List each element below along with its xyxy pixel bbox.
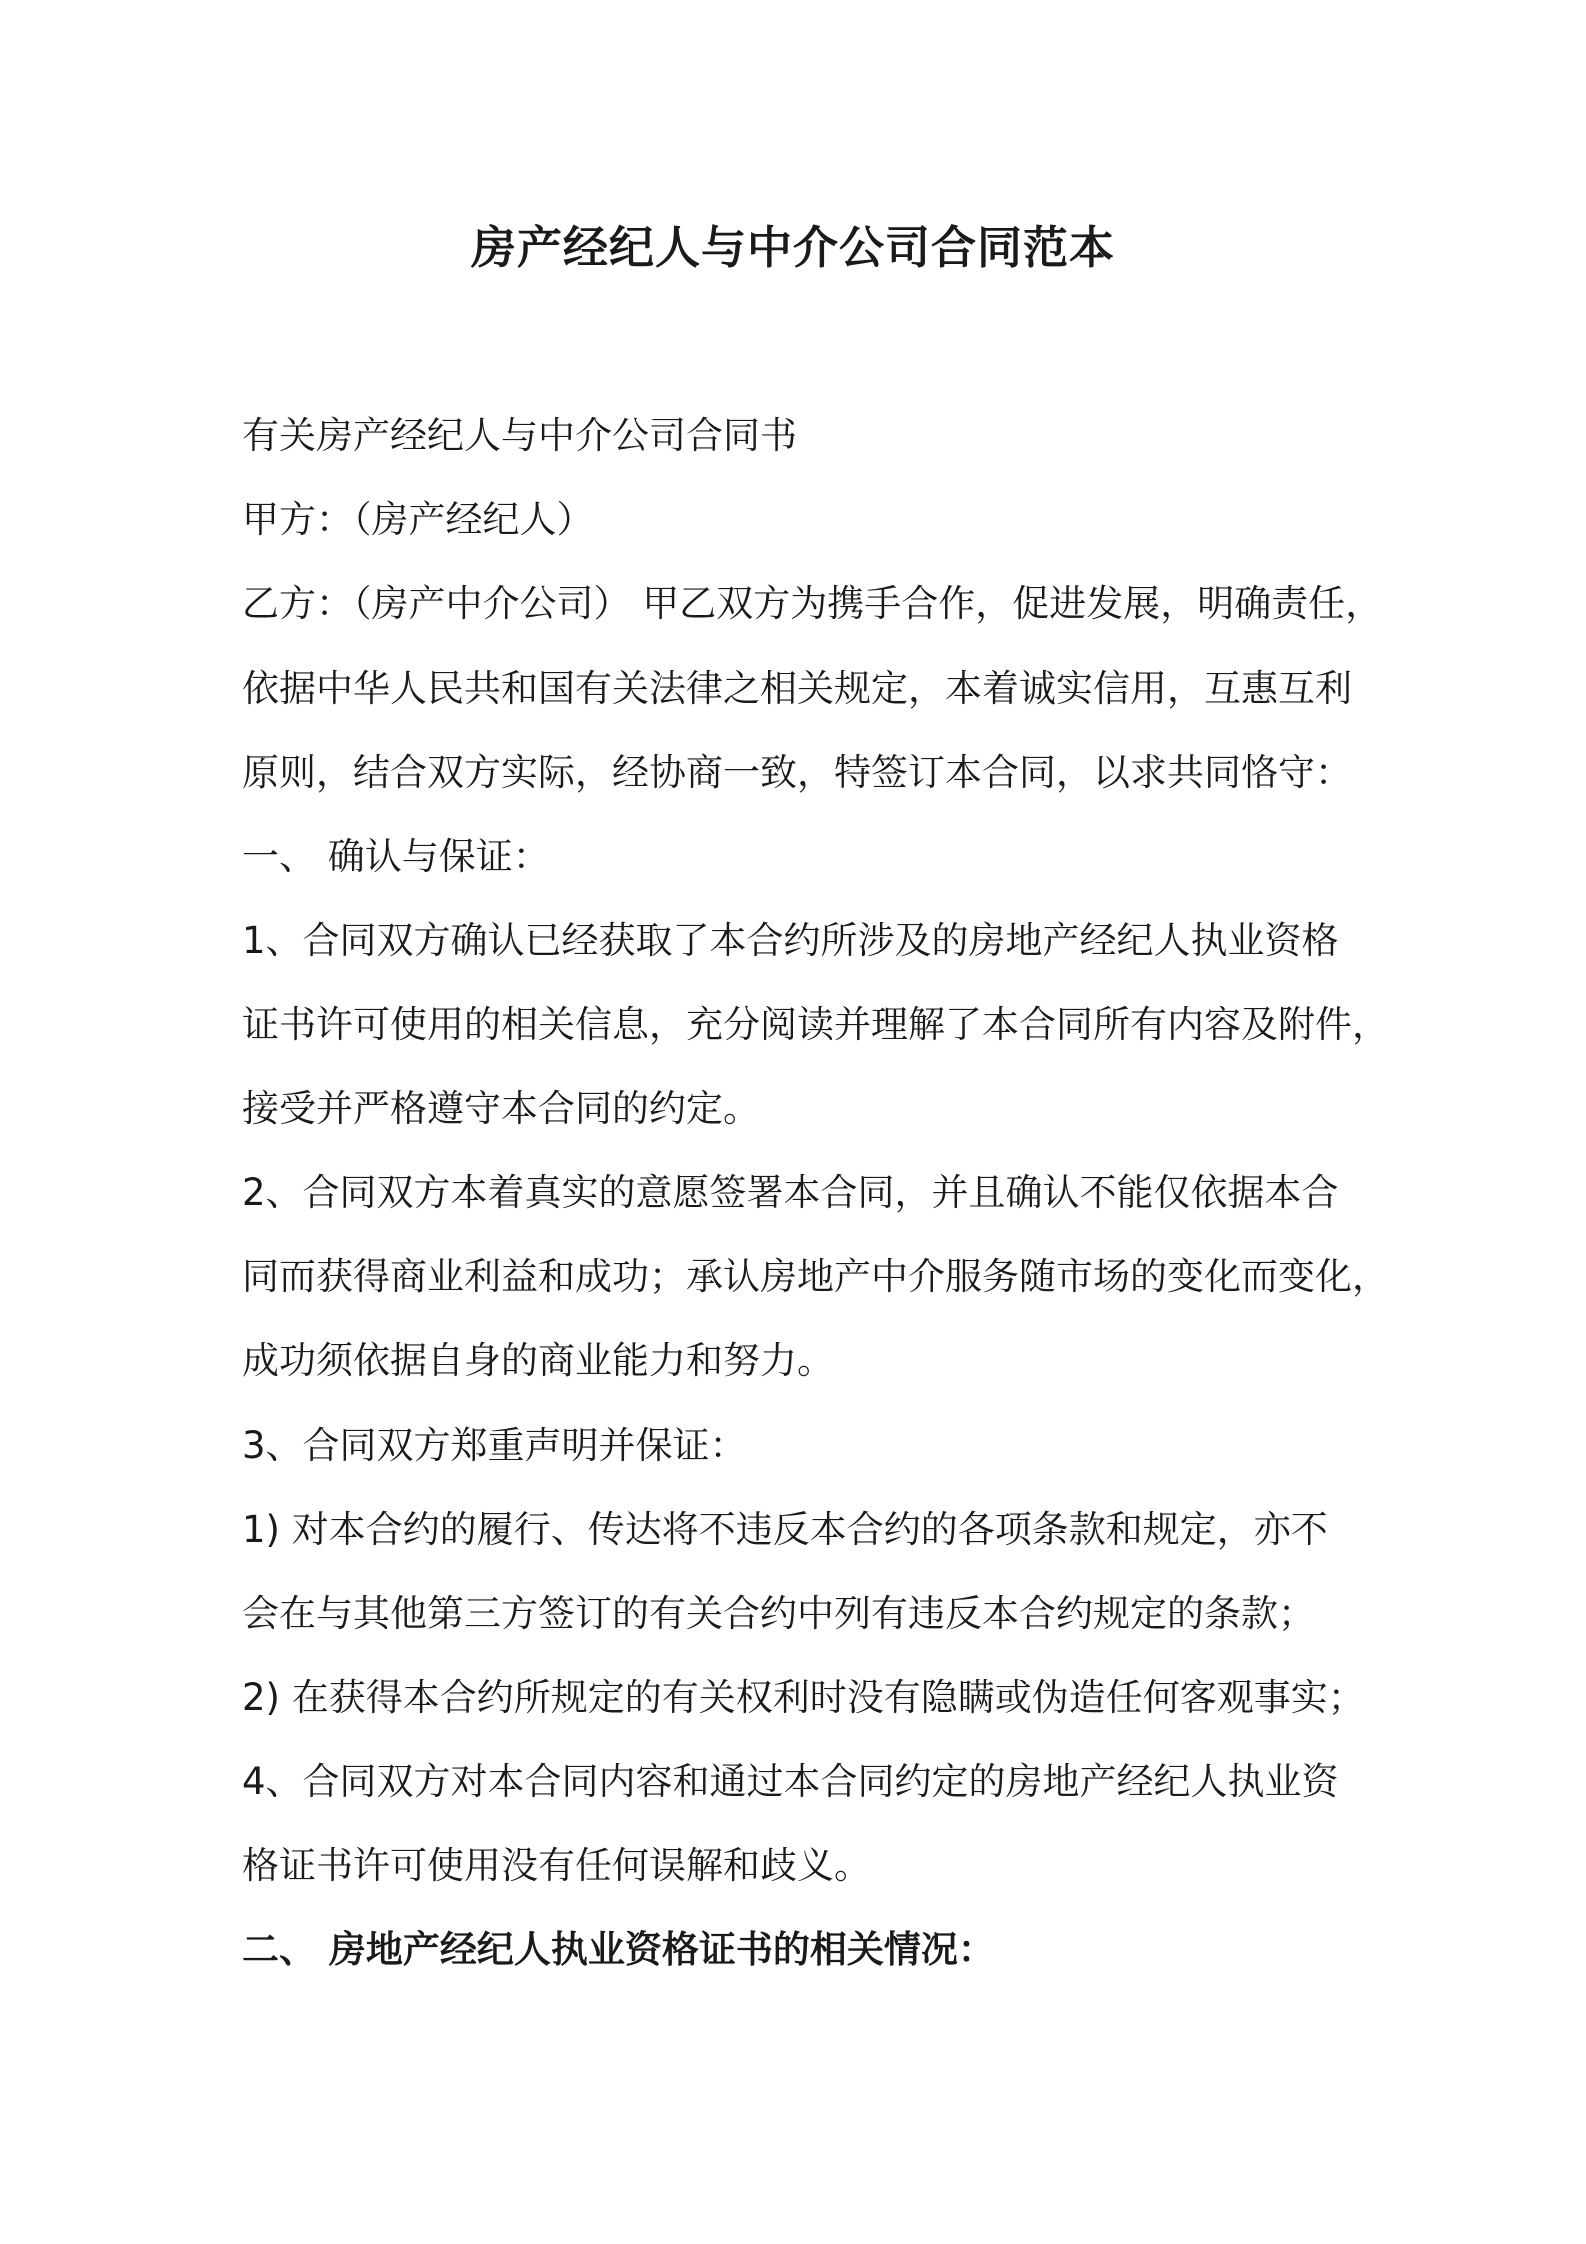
clause-line: 接受并严格遵守本合同的约定。: [242, 1087, 760, 1130]
paragraph-line: 依据中华人民共和国有关法律之相关规定，本着诚实信用，互惠互利: [242, 667, 1352, 710]
clause-line: 成功须依据自身的商业能力和努力。: [242, 1339, 834, 1382]
party-b-line: 乙方：（房产中介公司） 甲乙双方为携手合作，促进发展，明确责任，: [242, 582, 1383, 625]
section-heading-2: 二、 房地产经纪人执业资格证书的相关情况：: [242, 1928, 995, 1971]
paragraph-line: 原则，结合双方实际，经协商一致，特签订本合同，以求共同恪守：: [242, 751, 1352, 794]
document-title: 房产经纪人与中介公司合同范本: [470, 221, 1115, 274]
clause-line: 格证书许可使用没有任何误解和歧义。: [242, 1844, 871, 1887]
clause-line: 2、合同双方本着真实的意愿签署本合同，并且确认不能仅依据本合: [242, 1171, 1339, 1214]
contract-subtitle: 有关房产经纪人与中介公司合同书: [242, 414, 797, 457]
clause-line: 证书许可使用的相关信息，充分阅读并理解了本合同所有内容及附件，: [242, 1003, 1389, 1046]
clause-line: 4、合同双方对本合同内容和通过本合同约定的房地产经纪人执业资: [242, 1760, 1339, 1803]
clause-line: 会在与其他第三方签订的有关合约中列有违反本合约规定的条款；: [242, 1592, 1315, 1635]
party-a-line: 甲方：（房产经纪人）: [242, 498, 594, 541]
clause-line: 3、合同双方郑重声明并保证：: [242, 1424, 747, 1467]
section-heading-1: 一、 确认与保证：: [242, 835, 550, 878]
clause-line: 2) 在获得本合约所规定的有关权利时没有隐瞒或伪造任何客观事实；: [242, 1676, 1365, 1719]
clause-line: 同而获得商业利益和成功；承认房地产中介服务随市场的变化而变化，: [242, 1255, 1389, 1298]
clause-line: 1) 对本合约的履行、传达将不违反本合约的各项条款和规定，亦不: [242, 1508, 1328, 1551]
clause-line: 1、合同双方确认已经获取了本合约所涉及的房地产经纪人执业资格: [242, 919, 1339, 962]
